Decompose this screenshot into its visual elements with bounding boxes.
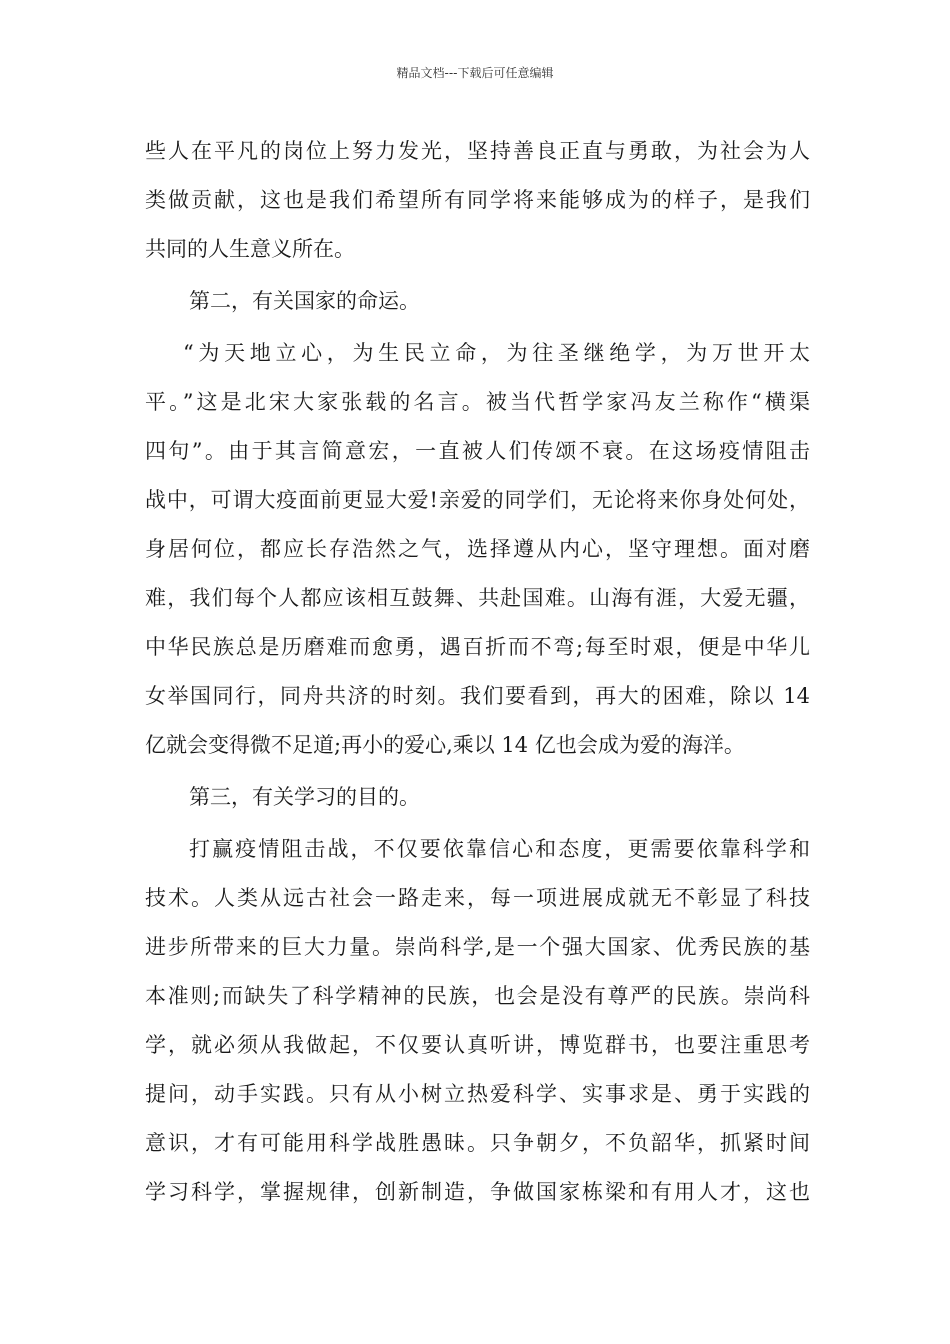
paragraph-line: 些人在平凡的岗位上努力发光，坚持善良正直与勇敢，为社会为人 — [145, 139, 810, 163]
paragraph-line: 本准则;而缺失了科学精神的民族，也会是没有尊严的民族。崇尚科 — [145, 984, 810, 1008]
paragraph-line: 平。”这是北宋大家张载的名言。被当代哲学家冯友兰称作“横渠 — [145, 390, 810, 414]
paragraph-line: 中华民族总是历磨难而愈勇，遇百折而不弯;每至时艰，便是中华儿 — [145, 635, 810, 659]
paragraph-line: 战中，可谓大疫面前更显大爱!亲爱的同学们，无论将来你身处何处， — [145, 488, 810, 512]
paragraph-line: 四句”。由于其言简意宏，一直被人们传颂不衰。在这场疫情阻击 — [145, 439, 810, 463]
paragraph-line: 学习科学，掌握规律，创新制造，争做国家栋梁和有用人才，这也 — [145, 1180, 810, 1204]
paragraph-line: 打赢疫情阻击战，不仅要依靠信心和态度，更需要依靠科学和 — [189, 837, 810, 861]
paragraph-line: 技术。人类从远古社会一路走来，每一项进展成就无不彰显了科技 — [145, 886, 810, 910]
paragraph-line: 提问，动手实践。只有从小树立热爱科学、实事求是、勇于实践的 — [145, 1082, 810, 1106]
paragraph-line: 难，我们每个人都应该相互鼓舞、共赴国难。山海有涯，大爱无疆， — [145, 586, 810, 610]
section-heading: 第二，有关国家的命运。 — [189, 289, 420, 313]
paragraph-line: 亿就会变得微不足道;再小的爱心,乘以 14 亿也会成为爱的海洋。 — [145, 733, 745, 757]
paragraph-line: 进步所带来的巨大力量。崇尚科学,是一个强大国家、优秀民族的基 — [145, 935, 810, 959]
paragraph-line: 意识，才有可能用科学战胜愚昧。只争朝夕，不负韶华，抓紧时间 — [145, 1131, 810, 1155]
paragraph-line: “为天地立心，为生民立命，为往圣继绝学，为万世开太 — [183, 341, 810, 365]
paragraph-line: 学，就必须从我做起，不仅要认真听讲，博览群书，也要注重思考 — [145, 1033, 810, 1057]
page-header: 精品文档---下载后可任意编辑 — [396, 66, 554, 80]
section-heading: 第三，有关学习的目的。 — [189, 785, 420, 809]
paragraph-line: 类做贡献，这也是我们希望所有同学将来能够成为的样子，是我们 — [145, 188, 810, 212]
document-body — [145, 127, 810, 1217]
paragraph-line: 身居何位，都应长存浩然之气，选择遵从内心，坚守理想。面对磨 — [145, 537, 810, 561]
paragraph-line: 女举国同行，同舟共济的时刻。我们要看到，再大的困难，除以 14 — [145, 684, 810, 708]
paragraph-line: 共同的人生意义所在。 — [145, 237, 355, 261]
